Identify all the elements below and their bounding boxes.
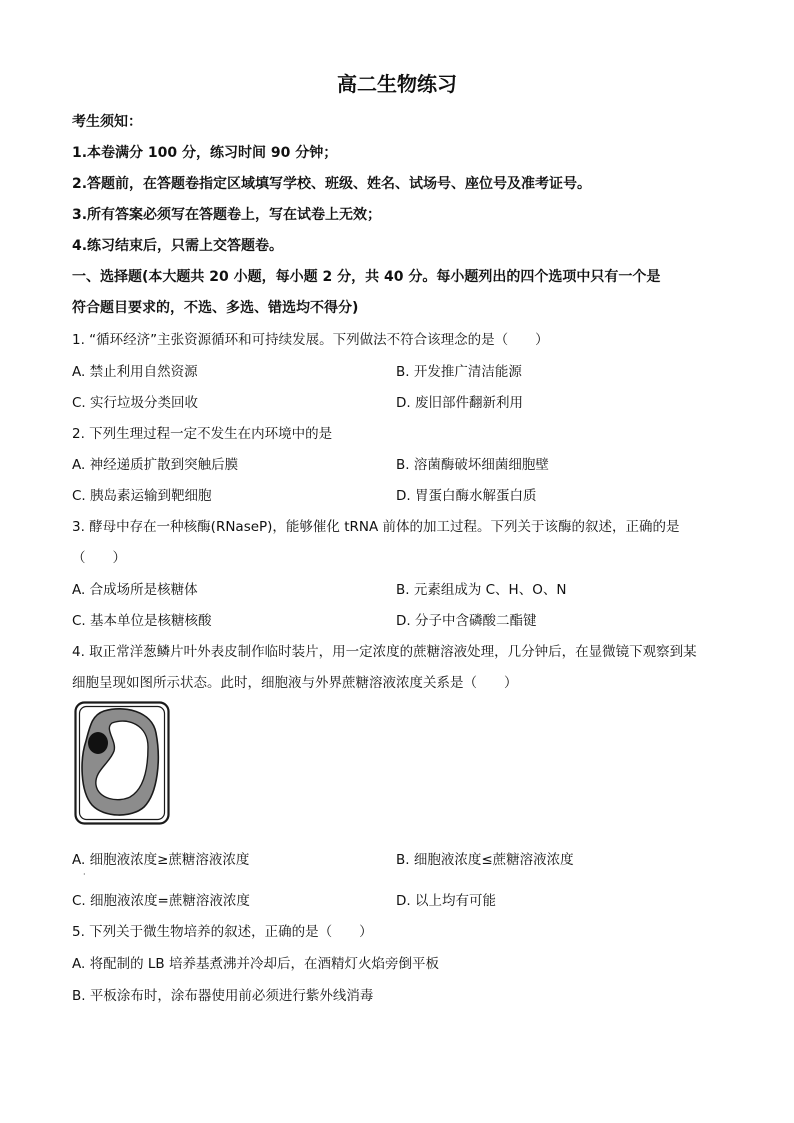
nucleus	[88, 732, 108, 754]
q1-option-b: B. 开发推广清洁能源	[396, 364, 522, 380]
q2-option-a: A. 神经递质扩散到突触后膜	[72, 457, 239, 473]
q1-option-a: A. 禁止利用自然资源	[72, 364, 198, 380]
notice-heading: 考生须知：	[72, 114, 142, 130]
q3-option-b: B. 元素组成为 C、H、O、N	[396, 582, 567, 598]
q1-stem: 1. “循环经济”主张资源循环和可持续发展。下列做法不符合该理念的是（ ）	[72, 332, 549, 348]
q2-option-c: C. 胰岛素运输到靶细胞	[72, 488, 212, 504]
q5-option-b: B. 平板涂布时，涂布器使用前必须进行紫外线消毒	[72, 988, 374, 1004]
page-title: 高二生物练习	[337, 72, 457, 96]
q5-stem: 5. 下列关于微生物培养的叙述，正确的是（ ）	[72, 924, 373, 940]
section-heading-line2: 符合题目要求的，不选、多选、错选均不得分)	[72, 300, 359, 316]
q3-option-c: C. 基本单位是核糖核酸	[72, 613, 212, 629]
q3-stem-line1: 3. 酵母中存在一种核酶(RNaseP)，能够催化 tRNA 前体的加工过程。下列关于该酶的叙述，正确的是	[72, 519, 680, 535]
notice-item-2: 2.答题前，在答题卷指定区域填写学校、班级、姓名、试场号、座位号及准考证号。	[72, 176, 592, 192]
q4-option-c: C. 细胞液浓度=蔗糖溶液浓度	[72, 893, 250, 909]
notice-item-1: 1.本卷满分 100 分，练习时间 90 分钟；	[72, 145, 338, 161]
q5-option-a: A. 将配制的 LB 培养基煮沸并冷却后，在酒精灯火焰旁倒平板	[72, 956, 439, 972]
q4-option-a: A. 细胞液浓度≥蔗糖溶液浓度	[72, 852, 250, 868]
q1-option-d: D. 废旧部件翻新利用	[396, 395, 523, 411]
q4-stem-line2: 细胞呈现如图所示状态。此时，细胞液与外界蔗糖溶液浓度关系是（ ）	[72, 675, 518, 691]
stray-dot: ·	[83, 870, 86, 879]
q2-option-b: B. 溶菌酶破坏细菌细胞壁	[396, 457, 549, 473]
q3-stem-line2: （ ）	[72, 550, 126, 566]
q4-option-d: D. 以上均有可能	[396, 893, 496, 909]
q3-option-a: A. 合成场所是核糖体	[72, 582, 198, 598]
section-heading-line1: 一、选择题(本大题共 20 小题，每小题 2 分，共 40 分。每小题列出的四个选项中只有一个是	[72, 269, 661, 285]
notice-item-3: 3.所有答案必须写在答题卷上，写在试卷上无效；	[72, 207, 382, 223]
q2-stem: 2. 下列生理过程一定不发生在内环境中的是	[72, 426, 333, 442]
notice-item-4: 4.练习结束后，只需上交答题卷。	[72, 238, 284, 254]
q4-option-b: B. 细胞液浓度≤蔗糖溶液浓度	[396, 852, 574, 868]
q4-stem-line1: 4. 取正常洋葱鳞片叶外表皮制作临时装片，用一定浓度的蔗糖溶液处理，几分钟后，在显微镜下观察到某	[72, 644, 697, 660]
q3-option-d: D. 分子中含磷酸二酯键	[396, 613, 537, 629]
q2-option-d: D. 胃蛋白酶水解蛋白质	[396, 488, 537, 504]
plasmolyzed-cell-figure	[74, 701, 170, 825]
q1-option-c: C. 实行垃圾分类回收	[72, 395, 199, 411]
